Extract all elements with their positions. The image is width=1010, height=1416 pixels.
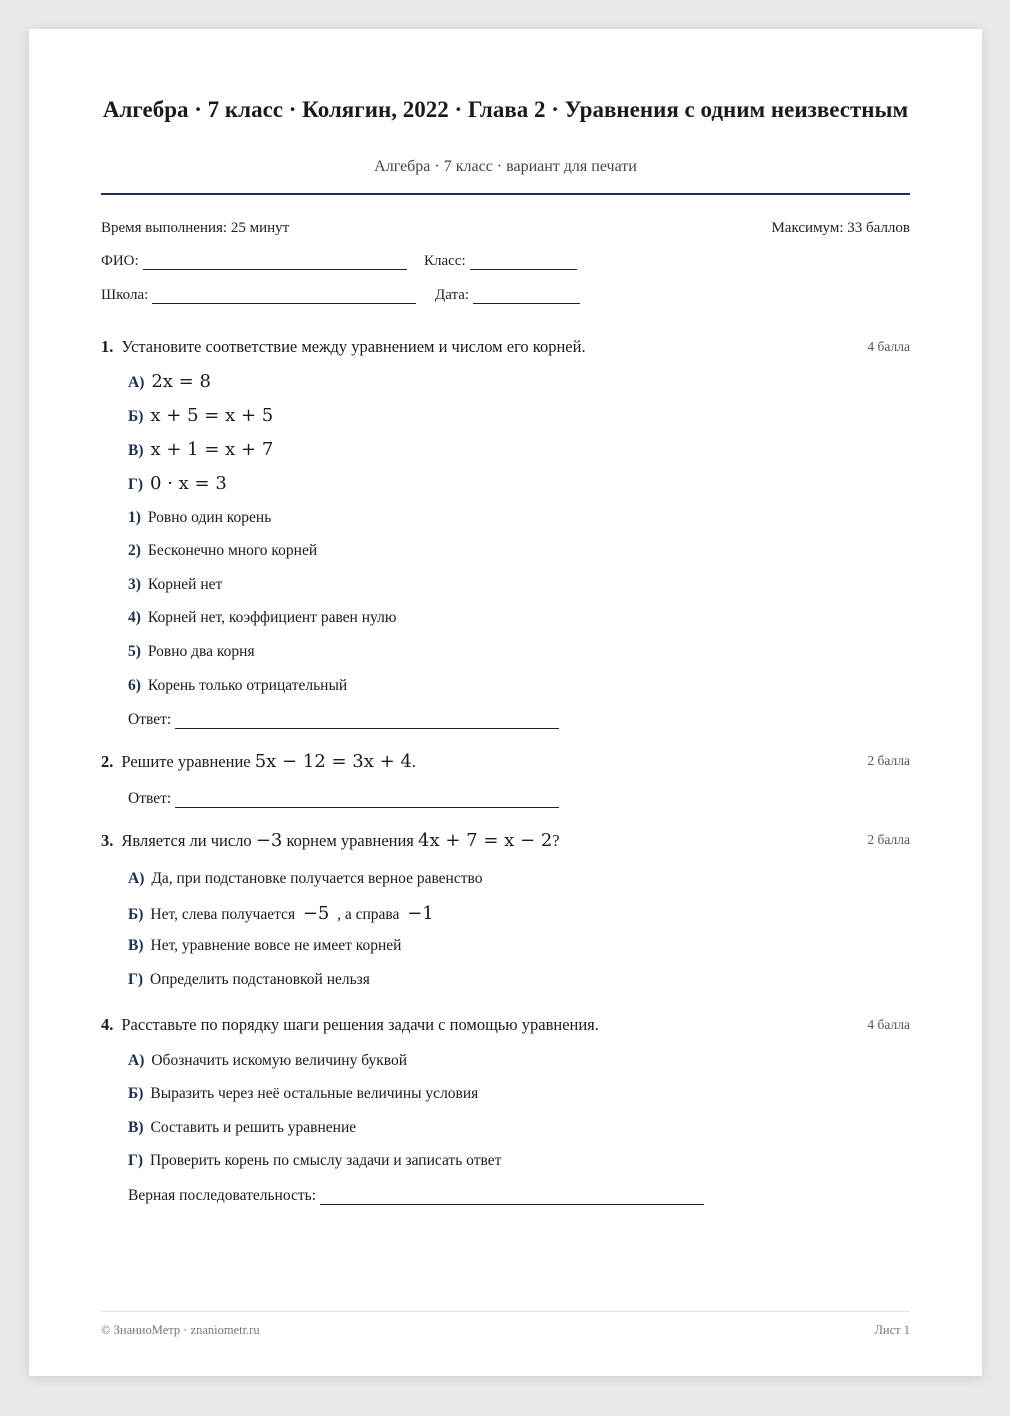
- match-right-3: 3) Корней нет: [128, 576, 223, 593]
- school-label: Школа:: [101, 287, 149, 303]
- question-points: 2 балла: [867, 832, 910, 847]
- class-label: Класс:: [424, 253, 466, 269]
- class-field: [424, 253, 577, 270]
- date-label: Дата:: [435, 287, 470, 303]
- step-a: А) Обозначить искомую величину буквой: [128, 1052, 408, 1069]
- match-right-6: 6) Корень только отрицательный: [128, 677, 348, 694]
- step-g: Г) Проверить корень по смыслу задачи и записать ответ: [128, 1152, 502, 1169]
- question-points: 4 балла: [867, 339, 910, 354]
- option-g[interactable]: Г) Определить подстановкой нельзя: [128, 971, 370, 988]
- question-equation: 4x + 7 = x − 2: [418, 830, 553, 851]
- match-left-b: Б) x + 5 = x + 5: [128, 405, 274, 426]
- question-points: 2 балла: [867, 753, 910, 768]
- answer-label: Ответ:: [128, 790, 172, 807]
- answer-label: Ответ:: [128, 711, 172, 728]
- question-1: [101, 337, 910, 357]
- page-subtitle: Алгебра · 7 класс · вариант для печати: [374, 158, 637, 175]
- answer-blank[interactable]: [175, 714, 559, 729]
- fio-field: [101, 253, 407, 270]
- answer-label: Верная последовательность:: [128, 1187, 317, 1204]
- answer-blank[interactable]: [175, 793, 559, 808]
- answer-field-4: [128, 1187, 704, 1205]
- match-left-v: В) x + 1 = x + 7: [128, 439, 274, 460]
- header-divider: [101, 193, 910, 195]
- school-field: [101, 287, 416, 304]
- match-left-a: А) 2x = 8: [128, 371, 211, 392]
- option-a[interactable]: А) Да, при подстановке получается верное равенство: [128, 870, 483, 887]
- answer-field-1: [128, 711, 559, 729]
- question-points: 4 балла: [867, 1017, 910, 1032]
- question-4: [101, 1015, 910, 1035]
- answer-field-2: [128, 790, 559, 808]
- match-right-1: 1) Ровно один корень: [128, 509, 272, 526]
- page-title: Алгебра · 7 класс · Колягин, 2022 · Глава 2 · Уравнения с одним неизвестным: [102, 97, 909, 122]
- date-blank[interactable]: [473, 289, 580, 304]
- question-number: 1.: [101, 337, 114, 356]
- footer-copyright: © ЗнаниоМетр · znaniometr.ru: [101, 1323, 260, 1337]
- footer-divider: [101, 1311, 910, 1312]
- match-right-2: 2) Бесконечно много корней: [128, 542, 318, 559]
- question-text: Расставьте по порядку шаги решения задачи с помощью уравнения.: [121, 1015, 599, 1034]
- time-limit: Время выполнения: 25 минут: [101, 220, 290, 236]
- footer-page-number: Лист 1: [874, 1323, 910, 1337]
- date-field: [435, 287, 580, 304]
- step-b: Б) Выразить через неё остальные величины условия: [128, 1085, 479, 1102]
- question-2: 2. Решите уравнение 5x − 12 = 3x + 4. 2 балла: [101, 751, 910, 772]
- step-v: В) Составить и решить уравнение: [128, 1119, 357, 1136]
- answer-blank[interactable]: [320, 1190, 704, 1205]
- class-blank[interactable]: [470, 255, 577, 270]
- match-right-5: 5) Ровно два корня: [128, 643, 255, 660]
- question-number: 2.: [101, 752, 114, 771]
- match-left-g: Г) 0 · x = 3: [128, 473, 227, 494]
- question-text: Решите уравнение: [121, 752, 251, 771]
- fio-blank[interactable]: [143, 255, 407, 270]
- worksheet-page: [29, 29, 982, 1376]
- max-score: Максимум: 33 баллов: [771, 220, 910, 236]
- question-number: 4.: [101, 1015, 114, 1034]
- question-3: 3. Является ли число −3 корнем уравнения 4x + 7 = x − 2? 2 балла: [101, 830, 910, 851]
- school-blank[interactable]: [152, 289, 416, 304]
- option-b[interactable]: Б) Нет, слева получается −5 , а справа −1: [128, 903, 434, 924]
- fio-label: ФИО:: [101, 253, 139, 269]
- question-number-value: −3: [255, 830, 283, 851]
- question-text: Установите соответствие между уравнением и числом его корней.: [121, 337, 586, 356]
- question-number: 3.: [101, 831, 114, 850]
- question-equation: 5x − 12 = 3x + 4: [254, 751, 412, 772]
- match-right-4: 4) Корней нет, коэффициент равен нулю: [128, 609, 397, 626]
- option-v[interactable]: В) Нет, уравнение вовсе не имеет корней: [128, 937, 402, 954]
